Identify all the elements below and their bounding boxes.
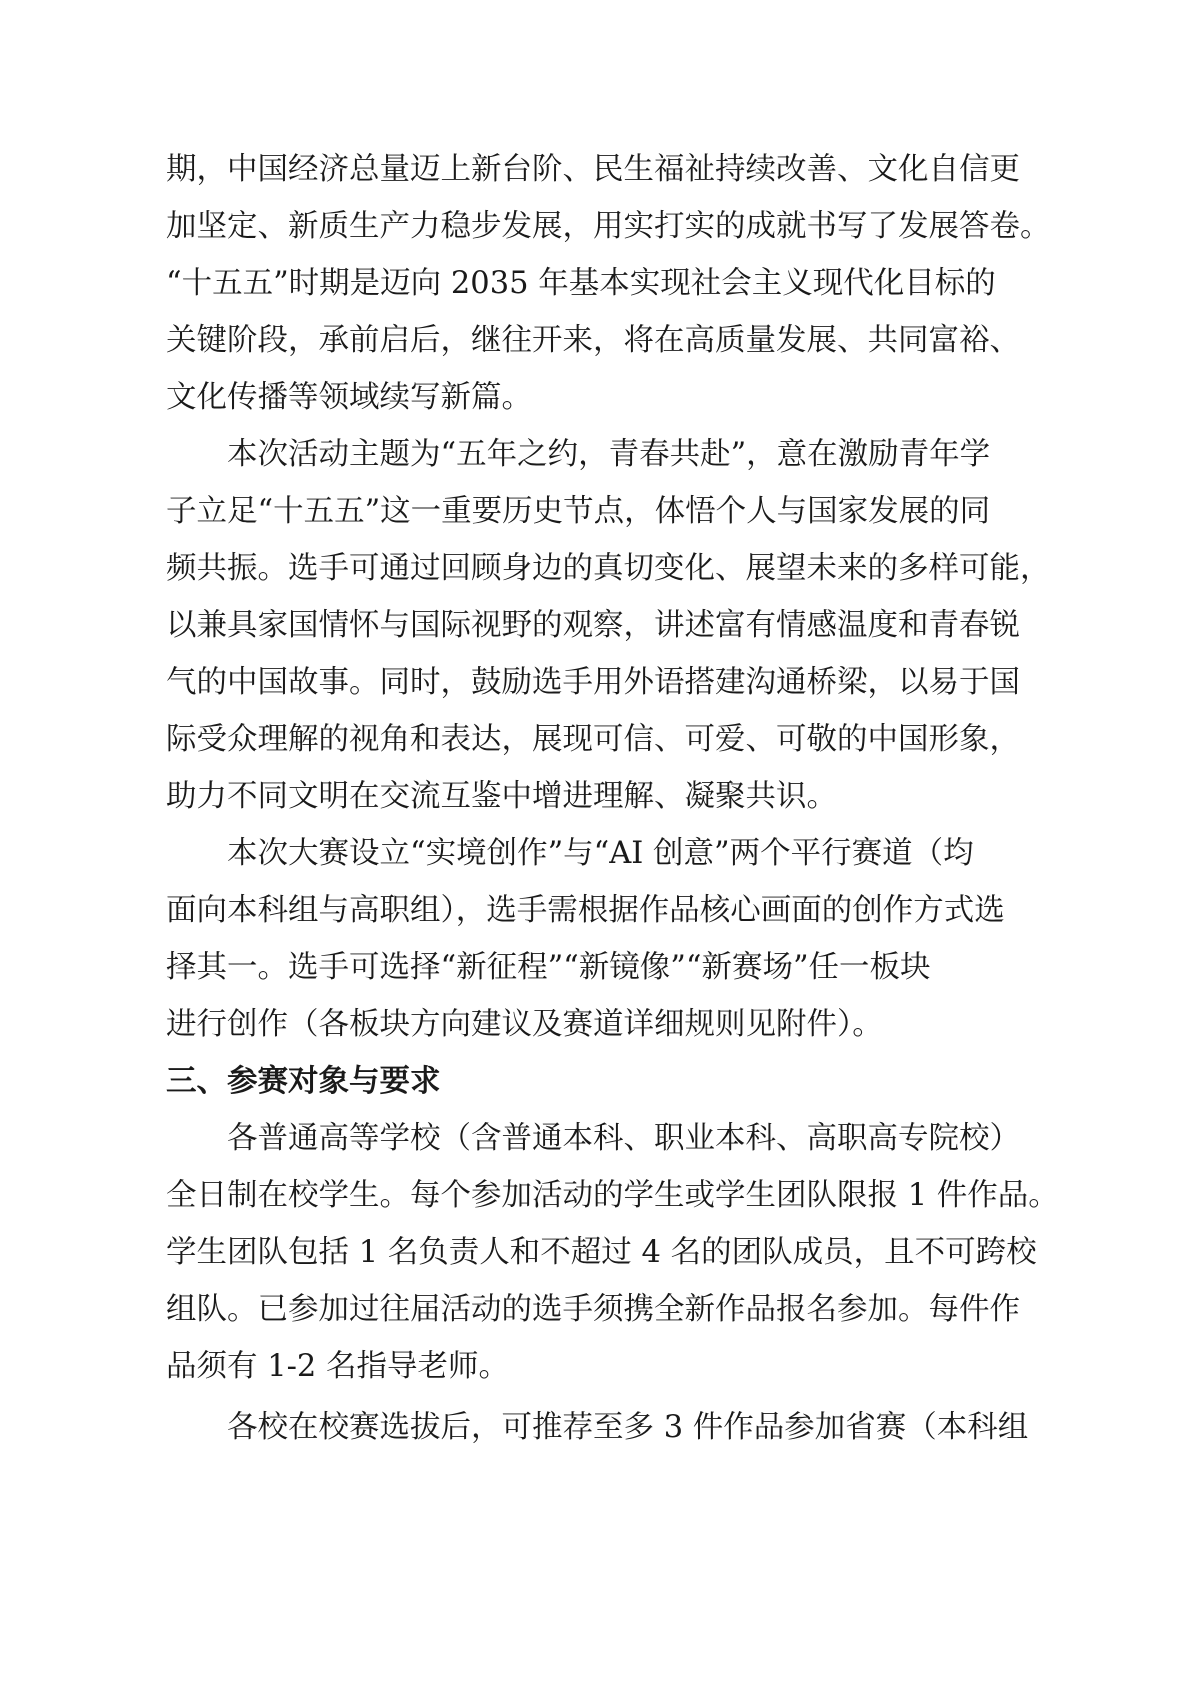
text-line: 择其一。选手可选择“新征程”“新镜像”“新赛场”任一板块 [166,950,931,985]
text-line: 以兼具家国情怀与国际视野的观察，讲述富有情感温度和青春锐 [166,608,1020,643]
text-line: 组队。已参加过往届活动的选手须携全新作品报名参加。每件作 [166,1292,1020,1327]
text-line: “十五五”时期是迈向 2035 年基本实现社会主义现代化目标的 [166,266,996,301]
text-line: 面向本科组与高职组），选手需根据作品核心画面的创作方式选 [166,893,1005,928]
text-line: 学生团队包括 1 名负责人和不超过 4 名的团队成员，且不可跨校 [166,1235,1037,1270]
text-line: 期，中国经济总量迈上新台阶、民生福祉持续改善、文化自信更 [166,152,1020,187]
text-line: 关键阶段，承前启后，继往开来，将在高质量发展、共同富裕、 [166,323,1020,358]
text-line: 子立足“十五五”这一重要历史节点，体悟个人与国家发展的同 [166,494,991,529]
text-line: 各普通高等学校（含普通本科、职业本科、高职高专院校） [227,1121,1020,1156]
text-line: 本次大赛设立“实境创作”与“AI 创意”两个平行赛道（均 [227,836,974,871]
text-line: 文化传播等领域续写新篇。 [166,380,532,415]
text-line: 气的中国故事。同时，鼓励选手用外语搭建沟通桥梁，以易于国 [166,665,1020,700]
text-line: 品须有 1-2 名指导老师。 [166,1349,510,1384]
text-line: 全日制在校学生。每个参加活动的学生或学生团队限报 1 件作品。 [166,1178,1059,1213]
text-line: 频共振。选手可通过回顾身边的真切变化、展望未来的多样可能， [166,551,1051,586]
text-line: 助力不同文明在交流互鉴中增进理解、凝聚共识。 [166,779,837,814]
text-line: 本次活动主题为“五年之约，青春共赴”，意在激励青年学 [227,437,991,472]
text-line: 各校在校赛选拔后，可推荐至多 3 件作品参加省赛（本科组 [227,1410,1029,1445]
section-heading: 三、参赛对象与要求 [166,1064,441,1099]
text-line: 际受众理解的视角和表达，展现可信、可爱、可敬的中国形象， [166,722,1020,757]
text-line: 进行创作（各板块方向建议及赛道详细规则见附件）。 [166,1007,883,1042]
text-line: 加坚定、新质生产力稳步发展，用实打实的成就书写了发展答卷。 [166,209,1051,244]
